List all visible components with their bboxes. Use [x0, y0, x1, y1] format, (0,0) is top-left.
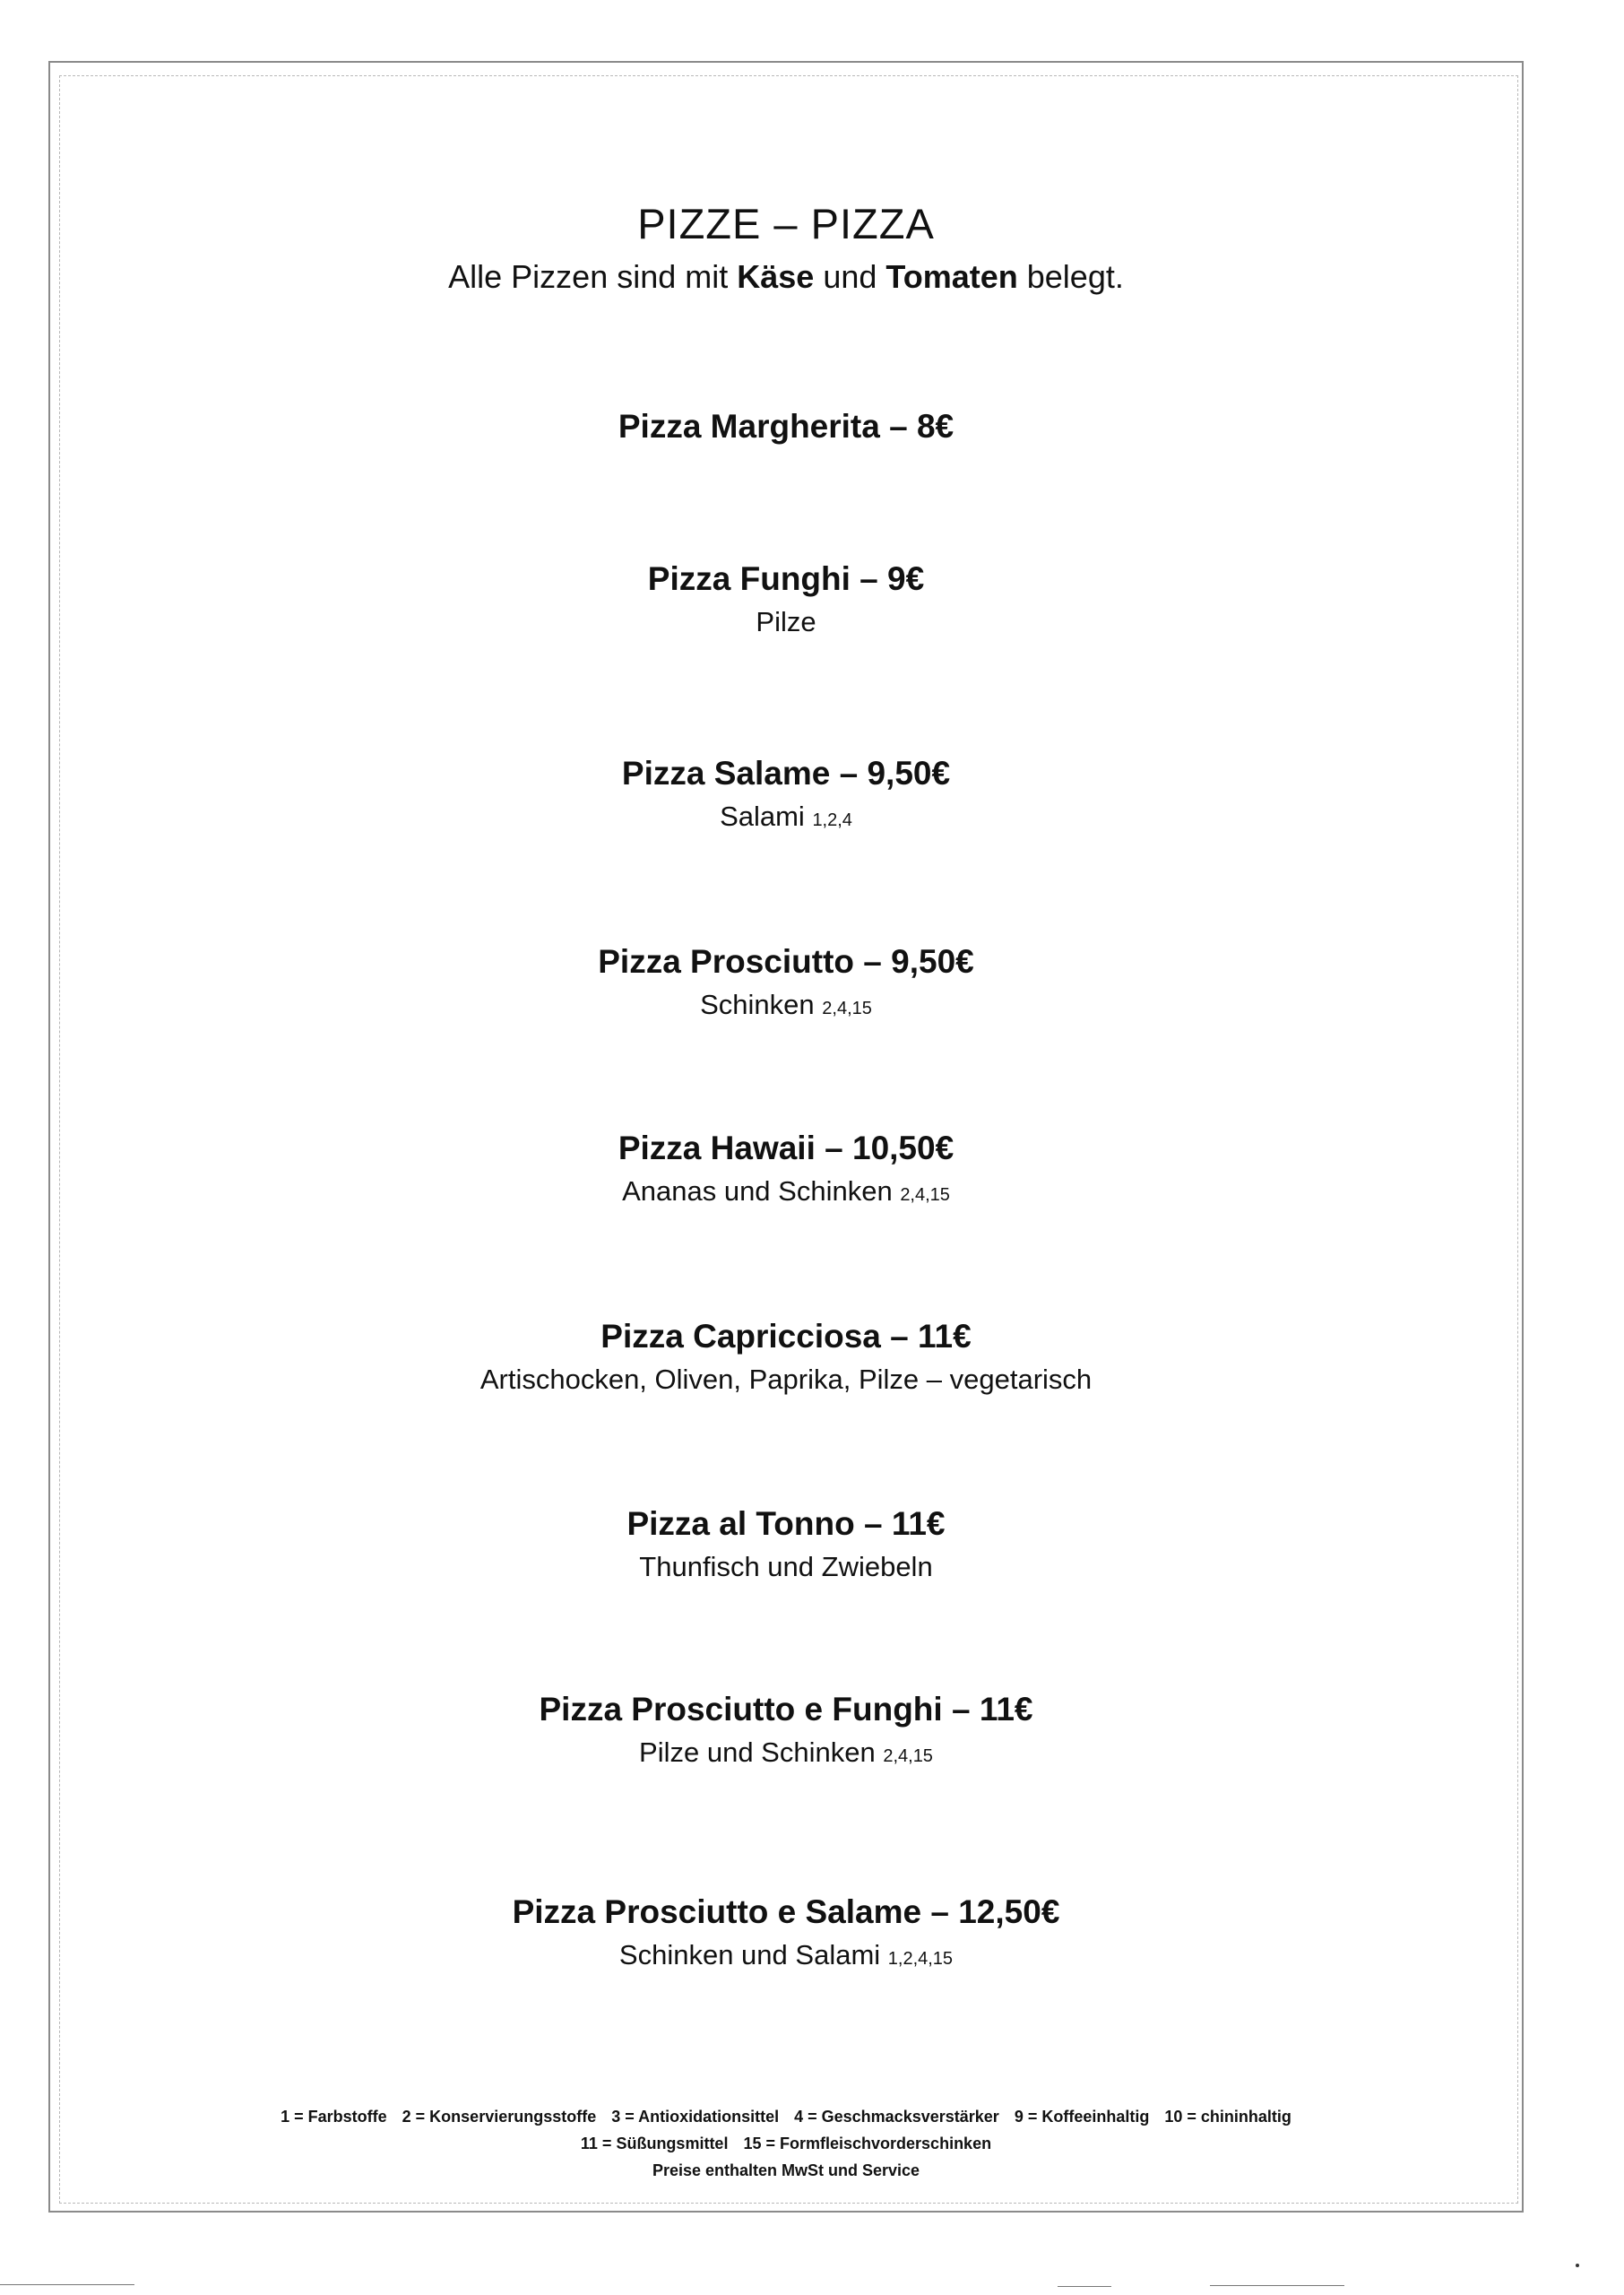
item-description [48, 1735, 1524, 1774]
item-name: Pizza Hawaii – 10,50€ [618, 1130, 955, 1166]
allergen-legend [48, 2103, 1524, 2184]
legend-entry: 11 = Süßungsmittel [580, 2135, 729, 2152]
allergen-codes: 2,4,15 [822, 999, 872, 1018]
menu-title: PIZZE – PIZZA [637, 200, 935, 247]
subtitle-text-before: Alle Pizzen sind mit [448, 258, 738, 295]
item-description [48, 1362, 1524, 1398]
item-name: Pizza Capricciosa – 11€ [600, 1318, 972, 1355]
item-description [48, 604, 1524, 640]
item-desc-text: Ananas und Schinken [622, 1175, 901, 1207]
legend-entry: 9 = Koffeeinhaltig [1014, 2108, 1150, 2126]
price-note: Preise enthalten MwSt und Service [652, 2161, 920, 2179]
item-desc-text: Schinken [700, 989, 823, 1020]
allergen-codes: 1,2,4 [812, 810, 852, 830]
menu-item-funghi [48, 559, 1524, 640]
item-desc-text: Artischocken, Oliven, Paprika, Pilze – vegetarisch [479, 1364, 1093, 1395]
item-name: Pizza Prosciutto e Salame – 12,50€ [512, 1893, 1060, 1930]
menu-item-prosciutto-salame [48, 1892, 1524, 1977]
menu-item-prosciutto-funghi [48, 1689, 1524, 1774]
item-name: Pizza Prosciutto e Funghi – 11€ [539, 1691, 1033, 1728]
legend-entry: 3 = Antioxidationsittel [611, 2108, 780, 2126]
item-description [48, 987, 1524, 1026]
allergen-codes: 2,4,15 [900, 1185, 950, 1205]
item-desc-text: Salami [720, 801, 813, 832]
item-description [48, 799, 1524, 838]
menu-item-capricciosa [48, 1316, 1524, 1398]
item-description [48, 1173, 1524, 1213]
menu-subtitle [48, 258, 1524, 296]
menu-item-prosciutto [48, 941, 1524, 1026]
item-desc-text: Pilze [756, 606, 816, 637]
legend-line-1 [48, 2103, 1524, 2130]
menu-item-salame [48, 753, 1524, 838]
legend-line-2 [48, 2130, 1524, 2157]
item-name: Pizza Salame – 9,50€ [621, 755, 951, 792]
menu-item-tonno [48, 1503, 1524, 1585]
item-desc-text: Pilze und Schinken [639, 1736, 884, 1768]
subtitle-tomatoes: Tomaten [885, 258, 1018, 295]
item-name: Pizza Margherita – 8€ [618, 408, 955, 445]
item-desc-text: Schinken und Salami [618, 1939, 888, 1970]
legend-entry: 2 = Konservierungsstoffe [402, 2108, 597, 2126]
scan-line [1210, 2285, 1344, 2286]
scan-line [1058, 2286, 1111, 2287]
item-description [48, 1937, 1524, 1977]
item-desc-text: Thunfisch und Zwiebeln [639, 1551, 933, 1582]
scan-speck [1576, 2264, 1579, 2267]
allergen-codes: 2,4,15 [883, 1746, 933, 1766]
subtitle-text-middle: und [814, 258, 886, 295]
subtitle-cheese: Käse [737, 258, 815, 295]
legend-entry: 15 = Formfleischvorderschinken [743, 2135, 992, 2152]
item-name: Pizza Prosciutto – 9,50€ [598, 943, 974, 980]
item-description [48, 1549, 1524, 1585]
scan-line [0, 2284, 134, 2285]
item-name: Pizza al Tonno – 11€ [626, 1505, 946, 1542]
menu-item-margherita [48, 406, 1524, 447]
item-name: Pizza Funghi – 9€ [647, 560, 925, 597]
subtitle-text-after: belegt. [1017, 258, 1124, 295]
legend-entry: 1 = Farbstoffe [281, 2108, 387, 2126]
legend-entry: 10 = chininhaltig [1164, 2108, 1291, 2126]
allergen-codes: 1,2,4,15 [887, 1949, 954, 1969]
menu-item-hawaii [48, 1128, 1524, 1213]
legend-entry: 4 = Geschmacksverstärker [794, 2108, 999, 2126]
